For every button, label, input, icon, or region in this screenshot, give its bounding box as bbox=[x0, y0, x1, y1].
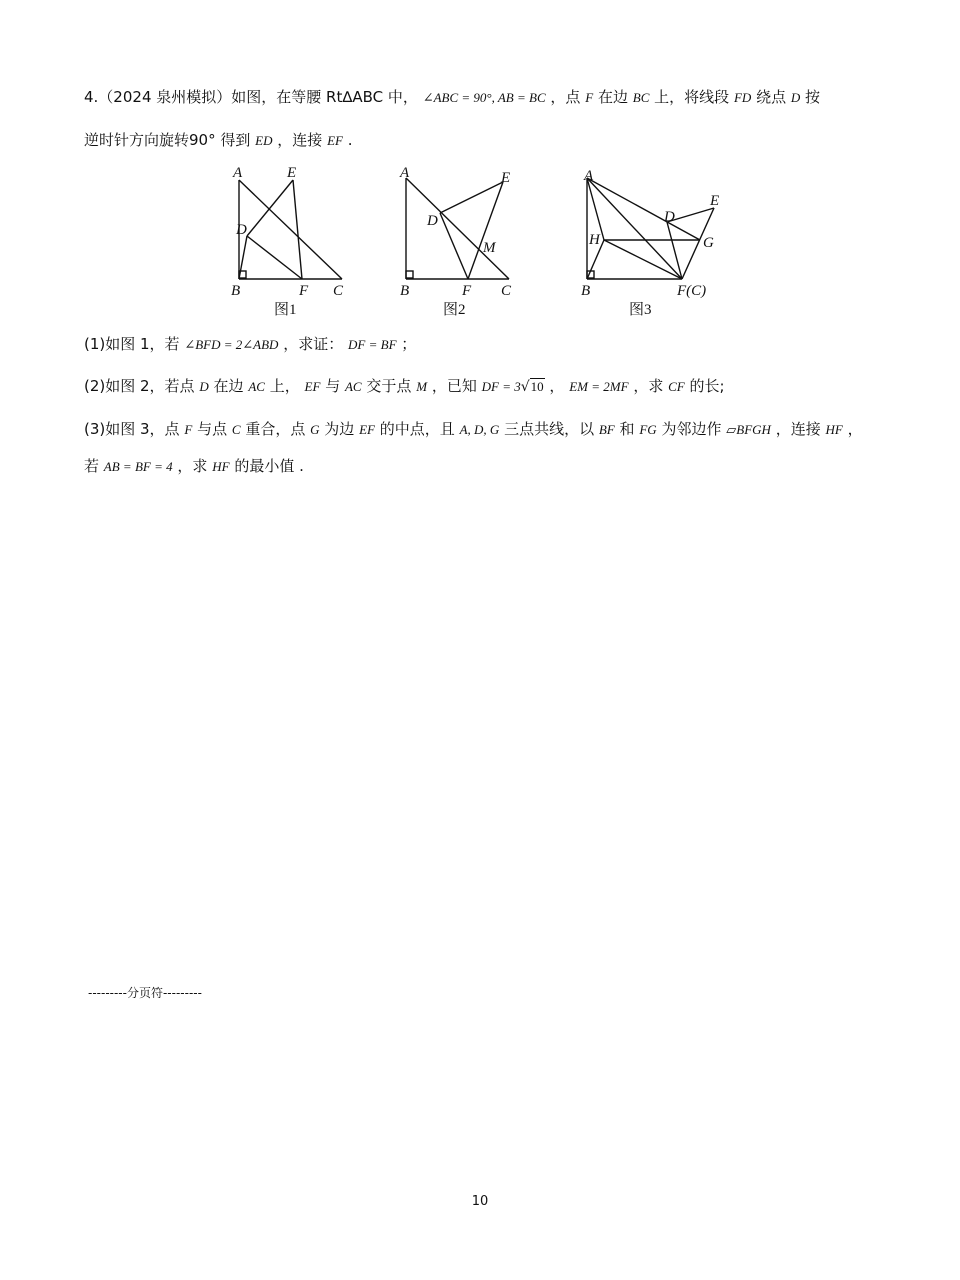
segment-bc: BC bbox=[632, 90, 650, 105]
text: 上， bbox=[269, 377, 300, 395]
text: 的长; bbox=[689, 377, 725, 395]
text: 为邻边作 bbox=[661, 420, 722, 438]
text: 交于点 bbox=[366, 377, 412, 395]
fig1-label-e: E bbox=[287, 165, 297, 181]
text: 与点 bbox=[197, 420, 228, 438]
segment-ac: AC bbox=[344, 379, 362, 394]
fig3-label-a: A bbox=[584, 168, 594, 184]
text: 绕点 bbox=[756, 88, 787, 106]
text: ，求证： bbox=[283, 335, 344, 353]
question-3-line-1 bbox=[84, 418, 863, 441]
text: 的最小值 . bbox=[234, 457, 304, 475]
page-break-marker: ---------分页符--------- bbox=[88, 986, 202, 1000]
segment-bf: BF bbox=[598, 422, 615, 437]
text: . bbox=[347, 131, 353, 149]
fig2-label-b: B bbox=[400, 283, 410, 299]
text: ； bbox=[401, 335, 417, 353]
segment-ef: EF bbox=[327, 133, 343, 148]
text: 三点共线，以 bbox=[504, 420, 595, 438]
parallelogram-bfgh: ▱BFGH bbox=[726, 422, 771, 437]
text: 在边 bbox=[597, 88, 628, 106]
geometry-figures bbox=[225, 160, 745, 320]
figure-3 bbox=[587, 178, 714, 279]
fig1-label-d: D bbox=[236, 222, 247, 238]
point-d: D bbox=[790, 90, 801, 105]
text: ， bbox=[847, 420, 863, 438]
text: ，连接 bbox=[775, 420, 821, 438]
question-1 bbox=[84, 333, 416, 356]
fig3-caption: 图3 bbox=[629, 302, 652, 318]
point-f: F bbox=[184, 422, 193, 437]
text: (2)如图 2，若点 bbox=[84, 377, 195, 395]
question-2 bbox=[84, 375, 725, 398]
q3-condition: AB = BF = 4 bbox=[103, 459, 173, 474]
segment-hf: HF bbox=[825, 422, 843, 437]
text: (1)如图 1，若 bbox=[84, 335, 180, 353]
fig2-label-c: C bbox=[501, 283, 512, 299]
fig3-label-h: H bbox=[589, 232, 600, 248]
q2-em-relation: EM = 2MF bbox=[569, 379, 629, 394]
fig2-label-f: F bbox=[462, 283, 472, 299]
text: 在边 bbox=[213, 377, 244, 395]
fig1-label-f: F bbox=[299, 283, 309, 299]
text: ，求 bbox=[177, 457, 208, 475]
segment-ac: AC bbox=[248, 379, 265, 394]
text: ，连接 bbox=[277, 131, 323, 149]
problem-intro: 4.（2024 泉州模拟）如图，在等腰 Rt∆ABC 中， bbox=[84, 88, 418, 106]
text: 的中点，且 bbox=[379, 420, 455, 438]
point-d: D bbox=[199, 379, 209, 394]
text: 为边 bbox=[324, 420, 355, 438]
text: 按 bbox=[805, 88, 821, 106]
condition-angle: ∠ABC = 90°, AB = BC bbox=[422, 90, 546, 105]
text: 与 bbox=[325, 377, 341, 395]
sqrt-radicand: 10 bbox=[530, 379, 544, 394]
fig2-label-e: E bbox=[501, 170, 511, 186]
text: ， bbox=[549, 377, 565, 395]
text: 和 bbox=[619, 420, 635, 438]
segment-ef: EF bbox=[359, 422, 375, 437]
segment-ef: EF bbox=[304, 379, 321, 394]
page-number: 10 bbox=[471, 1194, 489, 1209]
text: 若 bbox=[84, 457, 100, 475]
fig2-label-d: D bbox=[427, 213, 438, 229]
problem-line-2 bbox=[84, 129, 353, 152]
question-3-line-2 bbox=[84, 455, 304, 478]
segment-fg: FG bbox=[639, 422, 657, 437]
fig2-caption: 图2 bbox=[443, 302, 466, 318]
segment-hf: HF bbox=[212, 459, 230, 474]
text: 上，将线段 bbox=[654, 88, 730, 106]
point-f: F bbox=[585, 90, 594, 105]
sqrt-sign: √ bbox=[520, 379, 530, 395]
segment-fd: FD bbox=[733, 90, 752, 105]
fig1-label-c: C bbox=[333, 283, 344, 299]
point-m: M bbox=[416, 379, 428, 394]
q2-df-value: DF = 3 bbox=[481, 379, 521, 394]
text: 逆时针方向旋转90° 得到 bbox=[84, 131, 251, 149]
q1-goal: DF = BF bbox=[348, 337, 397, 352]
text: ，点 bbox=[550, 88, 581, 106]
fig3-label-b: B bbox=[581, 283, 591, 299]
fig3-label-fc: F(C) bbox=[677, 283, 707, 299]
points-adg: A, D, G bbox=[459, 422, 500, 437]
segment-cf: CF bbox=[668, 379, 685, 394]
point-g: G bbox=[310, 422, 320, 437]
fig3-label-d: D bbox=[664, 209, 675, 225]
fig3-label-e: E bbox=[710, 193, 720, 209]
segment-ed: ED bbox=[255, 133, 273, 148]
text: ，求 bbox=[633, 377, 664, 395]
fig1-label-b: B bbox=[231, 283, 241, 299]
fig2-label-m: M bbox=[483, 240, 496, 256]
fig1-caption: 图1 bbox=[274, 302, 297, 318]
figure-1 bbox=[239, 180, 342, 279]
fig3-label-g: G bbox=[703, 235, 714, 251]
point-c: C bbox=[231, 422, 241, 437]
fig2-label-a: A bbox=[400, 165, 410, 181]
q1-condition: ∠BFD = 2∠ABD bbox=[184, 337, 279, 352]
text: (3)如图 3，点 bbox=[84, 420, 180, 438]
fig1-label-a: A bbox=[233, 165, 243, 181]
text: 重合，点 bbox=[245, 420, 306, 438]
figure-2 bbox=[406, 178, 509, 279]
problem-line-1 bbox=[84, 86, 820, 109]
text: ，已知 bbox=[431, 377, 477, 395]
